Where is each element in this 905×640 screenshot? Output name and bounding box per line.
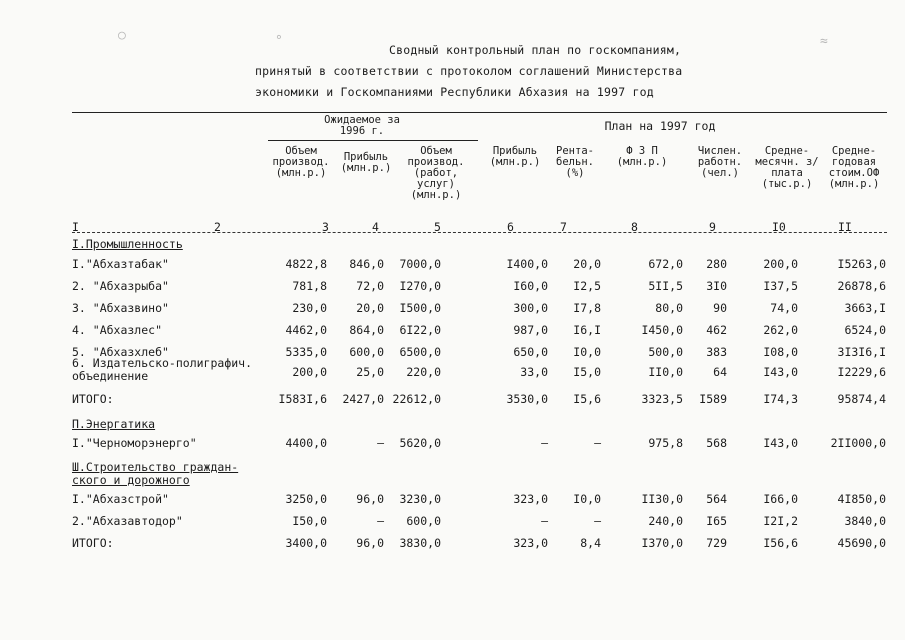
section-title: I.Промышленность	[72, 237, 183, 251]
table-cell: 3323,5	[641, 392, 683, 406]
table-cell: 600,0	[349, 345, 384, 359]
table-cell: 846,0	[349, 257, 384, 271]
table-cell: 200,0	[763, 257, 798, 271]
row-label: 2. "Абхазрыба"	[72, 279, 169, 293]
table-cell: I60,0	[513, 279, 548, 293]
row-label: 2."Абхазавтодор"	[72, 514, 183, 528]
table-cell: –	[594, 436, 601, 450]
table-cell: 80,0	[655, 301, 683, 315]
table-cell: 564	[706, 492, 727, 506]
smudge-mark: ○	[118, 28, 126, 43]
table-cell: 987,0	[513, 323, 548, 337]
col-header-7: Рента-бельн. (%)	[556, 145, 594, 179]
table-cell: –	[377, 436, 384, 450]
table-cell: I270,0	[399, 279, 441, 293]
table-cell: 4I850,0	[837, 492, 886, 506]
row-label: 4. "Абхазлес"	[72, 323, 163, 337]
table-cell: 25,0	[356, 365, 384, 379]
table-cell: 3830,0	[399, 536, 441, 550]
column-number: 7	[560, 220, 567, 234]
table-cell: 90	[713, 301, 727, 315]
column-number: 3	[322, 220, 329, 234]
table-cell: I583I,6	[278, 392, 327, 406]
table-cell: II30,0	[641, 492, 683, 506]
table-cell: 500,0	[648, 345, 683, 359]
column-number: I	[72, 220, 79, 234]
table-cell: 4400,0	[285, 436, 327, 450]
title-line-3: экономики и Госкомпаниями Республики Абхазия на 1997 год	[255, 85, 654, 99]
table-cell: 568	[706, 436, 727, 450]
table-cell: 3663,I	[844, 301, 886, 315]
table-cell: I37,5	[763, 279, 798, 293]
col-header-4: Прибыль (млн.р.)	[340, 151, 392, 174]
table-cell: 6I22,0	[399, 323, 441, 337]
table-cell: 3530,0	[506, 392, 548, 406]
table-cell: 2II000,0	[830, 436, 886, 450]
smudge-mark: ≈	[820, 34, 828, 49]
column-number: 9	[709, 220, 716, 234]
table-cell: I0,0	[573, 492, 601, 506]
table-cell: 95874,4	[837, 392, 886, 406]
table-cell: 650,0	[513, 345, 548, 359]
table-cell: I370,0	[641, 536, 683, 550]
table-cell: 262,0	[763, 323, 798, 337]
table-cell: 72,0	[356, 279, 384, 293]
table-cell: I56,6	[763, 536, 798, 550]
table-cell: 729	[706, 536, 727, 550]
section-title: Ш.Строительство граждан-ского и дорожного	[72, 460, 239, 487]
table-cell: I65	[706, 514, 727, 528]
table-cell: I43,0	[763, 436, 798, 450]
table-cell: 96,0	[356, 492, 384, 506]
table-cell: 230,0	[292, 301, 327, 315]
total-label: ИТОГО:	[72, 536, 114, 550]
table-cell: –	[541, 436, 548, 450]
column-number: 6	[507, 220, 514, 234]
row-label: 5. "Абхазхлеб"	[72, 345, 169, 359]
document-title	[255, 40, 775, 103]
table-cell: 22612,0	[392, 392, 441, 406]
expected-group-rule	[268, 140, 478, 141]
table-cell: –	[541, 514, 548, 528]
table-cell: I0,0	[573, 345, 601, 359]
table-cell: I2I,2	[763, 514, 798, 528]
column-number: 2	[214, 220, 221, 234]
title-line-2: принятый в соответствии с протоколом соглашений Министерства	[255, 64, 683, 78]
table-cell: 2427,0	[342, 392, 384, 406]
column-number-divider	[72, 232, 887, 233]
table-cell: 220,0	[406, 365, 441, 379]
row-label: 6. Издательско-полиграфич. объединение	[72, 356, 253, 383]
table-cell: 6500,0	[399, 345, 441, 359]
table-cell: II0,0	[648, 365, 683, 379]
col-header-11: Средне-годовая стоим.ОФ (млн.р.)	[828, 145, 880, 190]
table-cell: 3230,0	[399, 492, 441, 506]
col-header-3: Объем производ. (млн.р.)	[272, 145, 330, 179]
table-cell: 672,0	[648, 257, 683, 271]
table-cell: 26878,6	[837, 279, 886, 293]
table-cell: 975,8	[648, 436, 683, 450]
table-cell: –	[377, 514, 384, 528]
table-cell: 383	[706, 345, 727, 359]
table-cell: 3840,0	[844, 514, 886, 528]
table-cell: I5263,0	[837, 257, 886, 271]
table-cell: I2229,6	[837, 365, 886, 379]
table-cell: 200,0	[292, 365, 327, 379]
table-cell: I74,3	[763, 392, 798, 406]
column-number: 5	[434, 220, 441, 234]
section-title: П.Энергатика	[72, 417, 156, 431]
table-cell: 781,8	[292, 279, 327, 293]
table-cell: I66,0	[763, 492, 798, 506]
title-line-1: Сводный контрольный план по госкомпаниям,	[389, 43, 682, 57]
table-cell: 3250,0	[285, 492, 327, 506]
row-label: I."Черноморэнерго"	[72, 436, 197, 450]
table-cell: 300,0	[513, 301, 548, 315]
column-number: I0	[772, 220, 786, 234]
table-cell: 4462,0	[285, 323, 327, 337]
col-header-6: Прибыль (млн.р.)	[489, 145, 541, 168]
col-header-9: Числен. работн. (чел.)	[697, 145, 743, 179]
column-number: II	[838, 220, 852, 234]
table-cell: 33,0	[520, 365, 548, 379]
table-cell: I5,6	[573, 392, 601, 406]
table-cell: 5620,0	[399, 436, 441, 450]
table-cell: 7000,0	[399, 257, 441, 271]
table-cell: 20,0	[573, 257, 601, 271]
table-cell: I400,0	[506, 257, 548, 271]
table-cell: I5,0	[573, 365, 601, 379]
header-plan-group: План на 1997 год	[604, 119, 716, 133]
row-label: I."Абхазтабак"	[72, 257, 169, 271]
header-expected-group: Ожидаемое за 1996 г.	[324, 114, 400, 137]
table-cell: 600,0	[406, 514, 441, 528]
column-number: 4	[372, 220, 379, 234]
col-header-8: Ф З П (млн.р.)	[616, 145, 668, 168]
row-label: 3. "Абхазвино"	[72, 301, 169, 315]
table-cell: 3I0	[706, 279, 727, 293]
table-cell: 3I3I6,I	[837, 345, 886, 359]
table-cell: 4822,8	[285, 257, 327, 271]
table-cell: 74,0	[770, 301, 798, 315]
table-cell: 6524,0	[844, 323, 886, 337]
table-cell: I43,0	[763, 365, 798, 379]
table-cell: 323,0	[513, 536, 548, 550]
table-cell: 8,4	[580, 536, 601, 550]
table-cell: 5II,5	[648, 279, 683, 293]
table-cell: 323,0	[513, 492, 548, 506]
total-label: ИТОГО:	[72, 392, 114, 406]
col-header-10: Средне-месячн. з/плата (тыс.р.)	[755, 145, 819, 190]
table-top-rule	[72, 112, 887, 113]
table-cell: I7,8	[573, 301, 601, 315]
table-cell: 45690,0	[837, 536, 886, 550]
table-cell: 3400,0	[285, 536, 327, 550]
table-cell: 96,0	[356, 536, 384, 550]
col-header-5: Объем производ. (работ, услуг) (млн.р.)	[407, 145, 465, 201]
table-cell: I08,0	[763, 345, 798, 359]
table-cell: 20,0	[356, 301, 384, 315]
table-cell: –	[594, 514, 601, 528]
table-cell: I589	[699, 392, 727, 406]
table-cell: I50,0	[292, 514, 327, 528]
table-cell: 864,0	[349, 323, 384, 337]
table-cell: 64	[713, 365, 727, 379]
table-cell: I6,I	[573, 323, 601, 337]
table-cell: I2,5	[573, 279, 601, 293]
table-cell: I500,0	[399, 301, 441, 315]
table-cell: 462	[706, 323, 727, 337]
row-label: I."Абхазстрой"	[72, 492, 169, 506]
table-cell: 5335,0	[285, 345, 327, 359]
smudge-mark: ∘	[275, 30, 283, 45]
table-cell: I450,0	[641, 323, 683, 337]
table-cell: 280	[706, 257, 727, 271]
table-cell: 240,0	[648, 514, 683, 528]
column-number: 8	[631, 220, 638, 234]
